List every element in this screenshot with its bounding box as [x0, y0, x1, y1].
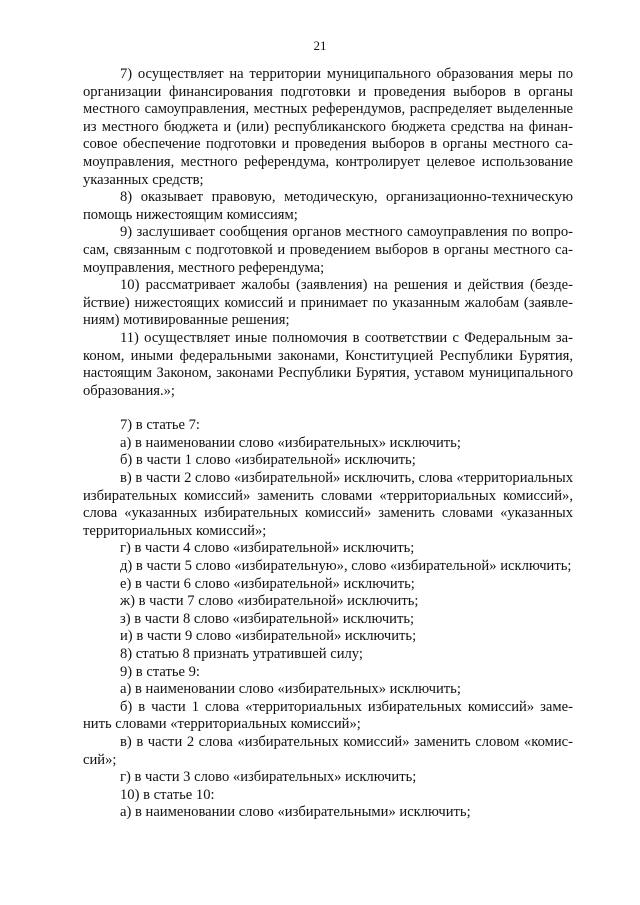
paragraph: в) в части 2 слова «избирательных комиссий» заменить словом «комиссий»;: [83, 733, 573, 768]
paragraph: и) в части 9 слово «избирательной» исключить;: [120, 628, 417, 645]
paragraph: 10) в статье 10:: [120, 786, 215, 803]
paragraph: б) в части 1 слова «территориальных избирательных комиссий» заменить словами «территориальных комиссий»;: [83, 698, 573, 733]
paragraph: а) в наименовании слово «избирательных» исключить;: [120, 681, 461, 698]
paragraph: г) в части 3 слово «избирательных» исключить;: [120, 769, 417, 786]
paragraph: г) в части 4 слово «избирательной» исключить;: [120, 540, 415, 557]
paragraph: 7) в статье 7:: [120, 417, 200, 434]
paragraph: 9) в статье 9:: [120, 663, 200, 680]
paragraph: 8) оказывает правовую, методическую, организационно-техническую помощь нижестоящим комиссиям;: [83, 189, 573, 223]
paragraph: 7) осуществляет на территории муниципального образования меры по организации финансирования подготовки и проведения выборов в органы местного самоуправления, местных референдумов, распределяет выделенные из местного бюджета и (или) республиканского бюджета средства на финансовое обеспечение подготовки и проведения выборов в органы местного самоуправления, местного референдума, контролирует целевое использование указанных средств;: [83, 66, 573, 188]
paragraph: а) в наименовании слово «избирательных» исключить;: [120, 434, 461, 451]
paragraph: ж) в части 7 слово «избирательной» исключить;: [120, 593, 419, 610]
paragraph: 9) заслушивает сообщения органов местного самоуправления по вопросам, связанным с подготовкой и проведением выборов в органы местного самоуправления, местного референдума;: [83, 224, 573, 276]
paragraph-block-1: [83, 66, 573, 400]
paragraph-spacer: [83, 400, 573, 417]
paragraph: е) в части 6 слово «избирательной» исключить;: [120, 575, 415, 592]
paragraph: з) в части 8 слово «избирательной» исключить;: [120, 610, 415, 627]
page-number: 21: [313, 38, 327, 53]
paragraph: а) в наименовании слово «избирательными» исключить;: [120, 804, 471, 821]
paragraph-block-2: [83, 417, 573, 822]
document-body: [83, 66, 573, 822]
paragraph: 8) статью 8 признать утратившей силу;: [120, 646, 363, 662]
paragraph: в) в части 2 слово «избирательной» исключить, слова «территориальных избирательных комиссий» заменить словами «территориальных комиссий», слова «указанных избирательных комиссий» заменить словами «указанных территориальных комиссий»;: [83, 470, 573, 539]
paragraph: д) в части 5 слово «избирательную», слово «избирательной» исключить;: [120, 558, 572, 575]
paragraph: 10) рассматривает жалобы (заявления) на решения и действия (бездействие) нижестоящих комиссий и принимает по указанным жалобам (заявлениям) мотивированные решения;: [83, 277, 573, 329]
paragraph: б) в части 1 слово «избирательной» исключить;: [120, 452, 416, 469]
paragraph: 11) осуществляет иные полномочия в соответствии с Федеральным законом, иными федеральными законами, Конституцией Республики Бурятия, настоящим Законом, законами Республики Бурятия, уставом муниципального образования.»;: [83, 329, 573, 399]
